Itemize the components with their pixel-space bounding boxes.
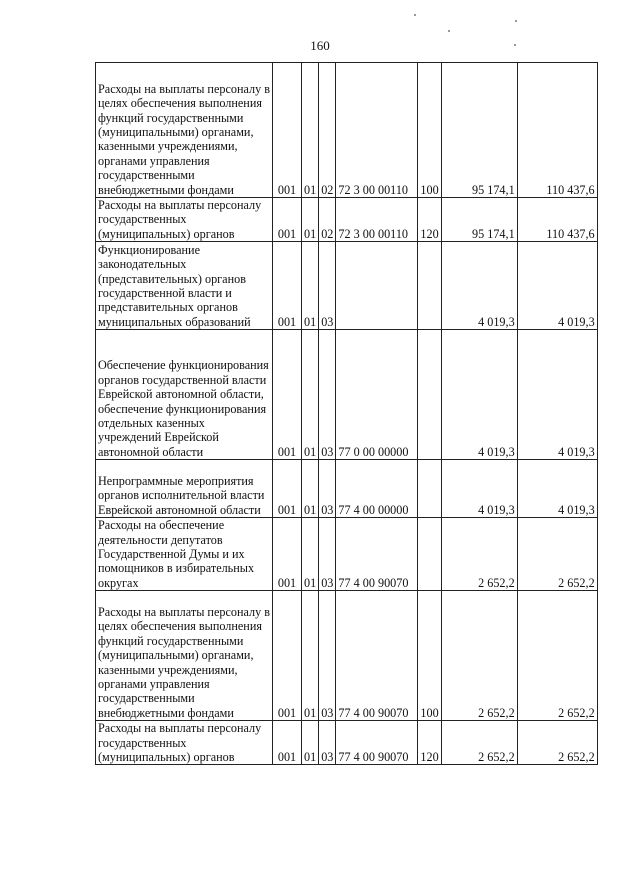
cell-pr: 03	[319, 330, 336, 460]
cell-ved: 001	[273, 518, 302, 591]
cell-sum-1: 4 019,3	[441, 330, 517, 460]
cell-vr	[418, 242, 441, 330]
table-body	[96, 63, 598, 765]
cell-name: Расходы на выплаты персоналу в целях обеспечения выполнения функций государственными (муниципальными) органами, казенными учреждениями, органами управления государственными внебюджетными фондами	[96, 591, 273, 721]
scan-speck	[414, 14, 416, 16]
cell-rz: 01	[302, 721, 319, 765]
cell-name: Расходы на обеспечение деятельности депутатов Государственной Думы и их помощников в избирательных округах	[96, 518, 273, 591]
cell-rz: 01	[302, 242, 319, 330]
cell-ved: 001	[273, 591, 302, 721]
cell-csr: 77 4 00 90070	[336, 518, 418, 591]
cell-vr	[418, 518, 441, 591]
cell-pr: 02	[319, 63, 336, 198]
cell-pr: 02	[319, 198, 336, 242]
cell-pr: 03	[319, 721, 336, 765]
cell-name: Расходы на выплаты персоналу государственных (муниципальных) органов	[96, 198, 273, 242]
cell-ved: 001	[273, 242, 302, 330]
cell-name: Расходы на выплаты персоналу государственных (муниципальных) органов	[96, 721, 273, 765]
cell-sum-2: 2 652,2	[517, 518, 597, 591]
scan-speck	[515, 20, 517, 22]
cell-name: Непрограммные мероприятия органов исполнительной власти Еврейской автономной области	[96, 460, 273, 518]
cell-sum-1: 4 019,3	[441, 242, 517, 330]
scan-speck	[514, 44, 516, 46]
cell-csr: 77 4 00 90070	[336, 591, 418, 721]
cell-ved: 001	[273, 63, 302, 198]
cell-vr: 120	[418, 721, 441, 765]
cell-rz: 01	[302, 330, 319, 460]
cell-sum-1: 4 019,3	[441, 460, 517, 518]
cell-vr	[418, 460, 441, 518]
table-row	[96, 63, 598, 198]
table-row	[96, 198, 598, 242]
table-row	[96, 721, 598, 765]
cell-csr: 77 0 00 00000	[336, 330, 418, 460]
cell-sum-2: 110 437,6	[517, 63, 597, 198]
cell-sum-2: 2 652,2	[517, 721, 597, 765]
cell-ved: 001	[273, 330, 302, 460]
cell-ved: 001	[273, 198, 302, 242]
table-row	[96, 460, 598, 518]
cell-vr	[418, 330, 441, 460]
cell-sum-1: 2 652,2	[441, 591, 517, 721]
cell-vr: 100	[418, 591, 441, 721]
table-row	[96, 242, 598, 330]
cell-csr	[336, 242, 418, 330]
cell-sum-2: 110 437,6	[517, 198, 597, 242]
cell-vr: 120	[418, 198, 441, 242]
table-row	[96, 518, 598, 591]
cell-rz: 01	[302, 518, 319, 591]
cell-sum-1: 2 652,2	[441, 518, 517, 591]
cell-rz: 01	[302, 591, 319, 721]
cell-sum-2: 4 019,3	[517, 460, 597, 518]
cell-vr: 100	[418, 63, 441, 198]
table-row	[96, 591, 598, 721]
cell-ved: 001	[273, 460, 302, 518]
cell-pr: 03	[319, 460, 336, 518]
cell-csr: 72 3 00 00110	[336, 198, 418, 242]
scan-speck	[448, 30, 450, 32]
cell-sum-1: 95 174,1	[441, 63, 517, 198]
budget-table	[95, 62, 598, 765]
cell-sum-2: 4 019,3	[517, 242, 597, 330]
cell-sum-2: 2 652,2	[517, 591, 597, 721]
cell-ved: 001	[273, 721, 302, 765]
table-row	[96, 330, 598, 460]
page-number: 160	[310, 38, 330, 53]
cell-sum-2: 4 019,3	[517, 330, 597, 460]
cell-sum-1: 2 652,2	[441, 721, 517, 765]
cell-name: Расходы на выплаты персоналу в целях обеспечения выполнения функций государственными (муниципальными) органами, казенными учреждениями, органами управления государственными внебюджетными фондами	[96, 63, 273, 198]
cell-rz: 01	[302, 198, 319, 242]
cell-csr: 72 3 00 00110	[336, 63, 418, 198]
cell-pr: 03	[319, 242, 336, 330]
cell-csr: 77 4 00 90070	[336, 721, 418, 765]
cell-pr: 03	[319, 518, 336, 591]
cell-rz: 01	[302, 460, 319, 518]
cell-sum-1: 95 174,1	[441, 198, 517, 242]
cell-name: Обеспечение функционирования органов государственной власти Еврейской автономной области, обеспечение функционирования отдельных казенных учреждений Еврейской автономной области	[96, 330, 273, 460]
cell-pr: 03	[319, 591, 336, 721]
cell-csr: 77 4 00 00000	[336, 460, 418, 518]
cell-name: Функционирование законодательных (представительных) органов государственной власти и представительных органов муниципальных образований	[96, 242, 273, 330]
cell-rz: 01	[302, 63, 319, 198]
